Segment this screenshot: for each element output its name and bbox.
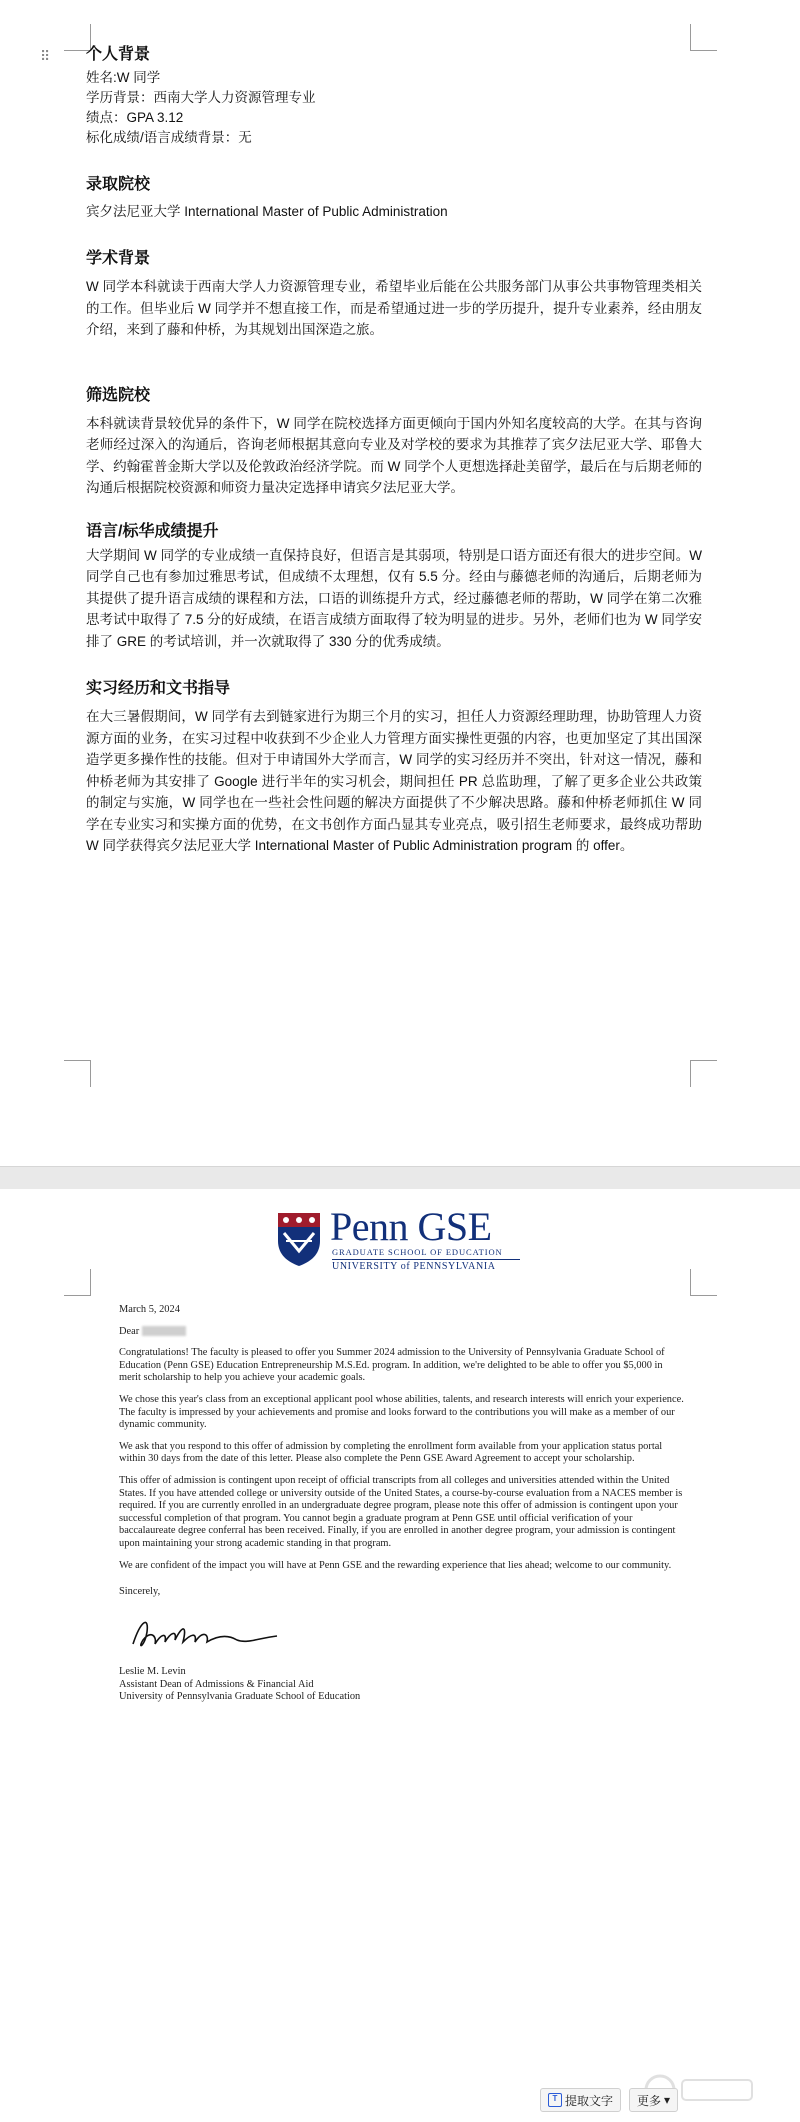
internship-section xyxy=(86,678,702,857)
section-heading: 实习经历和文书指导 xyxy=(86,680,231,697)
logo-rule xyxy=(332,1259,520,1260)
section-heading: 学术背景 xyxy=(86,250,151,267)
profile-education: 学历背景：西南大学人力资源管理专业 xyxy=(86,90,316,105)
profile-section xyxy=(86,44,702,148)
more-label: 更多 xyxy=(637,2093,662,2108)
profile-gpa: 绩点：GPA 3.12 xyxy=(86,110,184,125)
letter-date: March 5, 2024 xyxy=(119,1304,180,1315)
admission-school: 宾夕法尼亚大学 International Master of Public Administration xyxy=(86,204,448,219)
letter-paragraph: Congratulations! The faculty is pleased to offer you Summer 2024 admission to the University of Pennsylvania Graduate School of Education (Penn GSE) Education Entrepreneurship M.S.Ed. program. In addition, we're delighted to be able to offer you $5,000 in merit scholarship to help you achieve your academic goals. xyxy=(119,1347,665,1384)
page-corner-mark xyxy=(64,1060,91,1087)
offer-letter xyxy=(119,1304,684,1704)
floating-toolbar xyxy=(540,2088,678,2112)
admission-heading: 录取院校 xyxy=(86,176,151,193)
section-body: 在大三暑假期间，W 同学有去到链家进行为期三个月的实习，担任人力资源经理助理，协助管理人力资源方面的业务，在实习过程中收获到不少企业人力管理方面实操性更强的内容，也更加坚定了其出国深造学更多操作性的技能。但对于申请国外大学而言，W 同学的实习经历并不突出，针对这一情况，藤和仲桥老师为其安排了 Google 进行半年的实习机会，期间担任 PR 总监助理，了解了更多企业公共政策的制定与实施，W 同学也在一些社会性问题的解决方面提供了不少解决思路。藤和仲桥老师抓住 W 同学在专业实习和实操方面的优势，在文书创作方面凸显其专业亮点，吸引招生老师要求，最终成功帮助 W 同学获得宾夕法尼亚大学 International Master of Public Administration program 的 offer。 xyxy=(86,709,702,853)
letter-paragraph: We chose this year's class from an exceptional applicant pool whose abilities, talents, and research interests will enrich your experience. The faculty is impressed by your achievements and promise and looks forward to the contributions you will make as a member of our dynamic community. xyxy=(119,1393,684,1431)
document-body xyxy=(86,44,702,857)
logo-subtitle: GRADUATE SCHOOL OF EDUCATION xyxy=(332,1247,503,1257)
logo-university: UNIVERSITY of PENNSYLVANIA xyxy=(332,1261,496,1272)
salutation-text: Dear xyxy=(119,1325,140,1337)
profile-scores: 标化成绩/语言成绩背景：无 xyxy=(86,130,252,145)
more-button[interactable] xyxy=(629,2088,678,2112)
chevron-down-icon: ▾ xyxy=(664,2093,671,2107)
section-heading: 语言/标华成绩提升 xyxy=(86,522,219,540)
letter-paragraph: This offer of admission is contingent upon receipt of official transcripts from all colleges and universities attended within the United States. If you have attended college or university outside of the United States, a course-by-course evaluation from a NACES member is required. If you are currently enrolled in an undergraduate degree program, please note this offer of admission is contingent upon your successful completion of that program. You cannot begin a graduate program at Penn GSE until official verification of your baccalaureate degree conferral has been received. Finally, if you are enrolled in another degree program, your admission is contingent upon maintaining your strong academic standing in that program. xyxy=(119,1474,683,1549)
page-corner-mark xyxy=(64,1269,91,1296)
admission-section xyxy=(86,174,702,222)
page-corner-mark xyxy=(690,1060,717,1087)
penn-shield-icon xyxy=(276,1211,322,1267)
signer-name: Leslie M. Levin xyxy=(119,1666,186,1678)
letter-closing: Sincerely, xyxy=(119,1586,161,1598)
section-body: 大学期间 W 同学的专业成绩一直保持良好，但语言是其弱项，特别是口语方面还有很大的进步空间。W 同学自己也有参加过雅思考试，但成绩不太理想，仅有 5.5 分。经由与藤德老师的沟通后，后期老师为其提供了提升语言成绩的课程和方法，口语的训练提升方式，经过藤德老师的帮助，W 同学在第二次雅思考试中取得了 7.5 分的好成绩，在语言成绩方面取得了较为明显的进步。另外，老师们也为 W 同学安排了 GRE 的考试培训，并一次就取得了 330 分的优秀成绩。 xyxy=(86,547,702,649)
signature-image xyxy=(127,1610,287,1658)
profile-heading: 个人背景 xyxy=(86,46,151,63)
letter-paragraph: We ask that you respond to this offer of admission by completing the enrollment form available from your application status portal within 30 days from the date of this letter. Please also complete the Penn GSE Award Agreement to accept your scholarship. xyxy=(119,1440,663,1465)
redacted-name xyxy=(142,1326,186,1336)
penn-gse-logo xyxy=(276,1204,526,1273)
extract-text-label: 提取文字 xyxy=(565,2093,614,2108)
school-selection-section xyxy=(86,385,702,499)
signer-title: Assistant Dean of Admissions & Financial Aid xyxy=(119,1678,314,1690)
section-body: 本科就读背景较优异的条件下，W 同学在院校选择方面更倾向于国内外知名度较高的大学。在其与咨询老师经过深入的沟通后，咨询老师根据其意向专业及对学校的要求为其推荐了宾夕法尼亚大学、耶鲁大学、约翰霍普金斯大学以及伦敦政治经济学院。而 W 同学个人更想选择赴美留学，最后在与后期老师的沟通后根据院校资源和师资力量决定选择申请宾夕法尼亚大学。 xyxy=(86,415,702,495)
academic-section xyxy=(86,248,702,341)
text-extract-icon: T xyxy=(548,2093,562,2107)
profile-name: 姓名:W 同学 xyxy=(86,70,161,85)
section-body: W 同学本科就读于西南大学人力资源管理专业，希望毕业后能在公共服务部门从事公共事物管理类相关的工作。但毕业后 W 同学并不想直接工作，而是希望通过进一步的学历提升，提升专业素养，经由朋友介绍，来到了藤和仲桥，为其规划出国深造之旅。 xyxy=(86,279,702,337)
signer-block xyxy=(119,1666,684,1704)
page-corner-mark xyxy=(690,1269,717,1296)
extract-text-button[interactable] xyxy=(540,2088,621,2112)
page-separator xyxy=(0,1166,800,1190)
section-heading: 筛选院校 xyxy=(86,386,151,404)
drag-handle-icon[interactable]: ⠿ xyxy=(40,48,51,64)
letter-paragraph: We are confident of the impact you will have at Penn GSE and the rewarding experience that lies ahead; welcome to our community. xyxy=(119,1559,672,1571)
signer-org: University of Pennsylvania Graduate School of Education xyxy=(119,1691,361,1703)
logo-wordmark: Penn GSE xyxy=(330,1204,492,1249)
language-section xyxy=(86,521,702,653)
letter-salutation xyxy=(119,1326,684,1339)
